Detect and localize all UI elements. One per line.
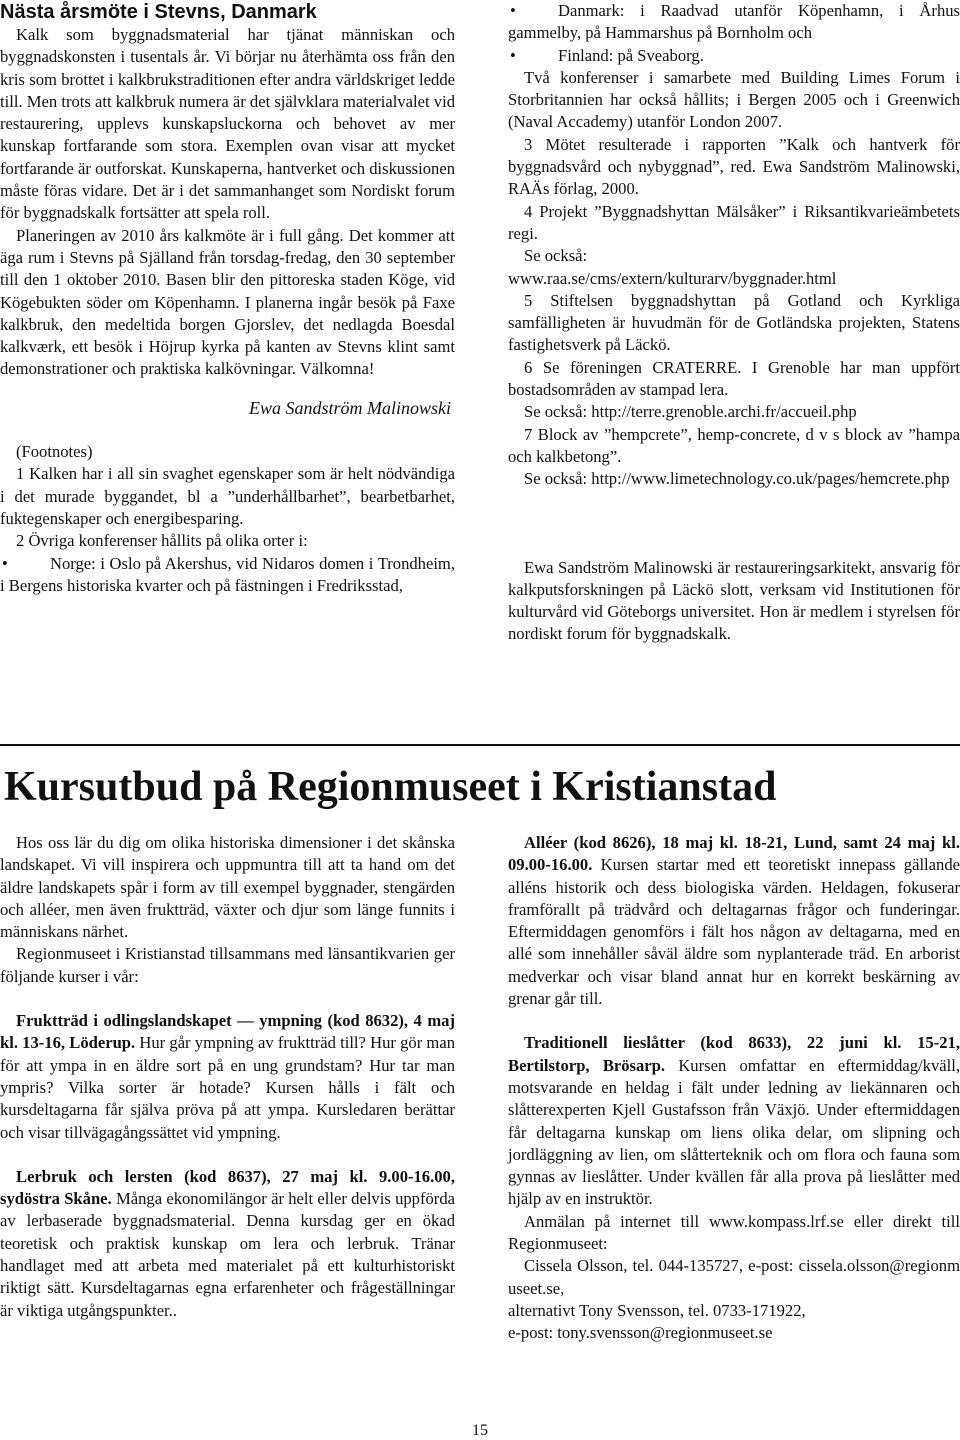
intro-paragraph: Hos oss lär du dig om olika historiska dimensioner i det skånska landskapet. Vi vill inspirera och uppmuntra till att ta hand om det äldre landskapets spår i form av till exempel byggnader, stengärden och alléer, men även fruktträd, växter och djur som länge funnits i människans närhet.: [0, 833, 455, 942]
course-entry-fruit-trees: [0, 1010, 455, 1144]
intro-paragraph: Regionmuseet i Kristianstad tillsammans med länsantikvarien ger följande kurser i vår:: [0, 944, 455, 986]
course-description: Hur går ympning av fruktträd till? Hur gör man för att ympa in en äldre sort på en ung grundstam? Hur tar man ympris? Vilka sorter är hotade? Kursen hålls i fält och kursdeltagarna får själva pröva på att ympa. Kursledaren berättar och visar tillvägagångssättet vid ympning.: [0, 1033, 455, 1142]
bullet-icon: •: [2, 553, 8, 573]
course-title: Fruktträd i odlingslandskapet — ympning (kod 8632), 4 maj kl. 13-16, Löderup.: [0, 1011, 455, 1053]
footnote-1: 1 Kalken har i all sin svaghet egenskaper som är helt nödvändiga i det murade byggandet, bl a ”underhållbarhet”, bearbetbarhet, fuktegenskaper och energibesparing.: [0, 464, 455, 528]
courses-column-left: [0, 832, 455, 1322]
signup-info: Anmälan på internet till www.kompass.lrf.se eller direkt till Regionmuseet:: [508, 1211, 960, 1254]
footnote-7: 7 Block av ”hempcrete”, hemp-concrete, d v s block av ”hampa och kalkbetong”.: [508, 424, 960, 466]
article-column-left: [0, 0, 455, 597]
see-also-label: Se också:: [524, 246, 588, 266]
article-title: Nästa årsmöte i Stevns, Danmark: [0, 1, 317, 23]
course-description: Många ekonomilängor är helt eller delvis uppförda av lerbaserade byggnadsmaterial. Denna kursdag ger en ökad teoretisk och praktisk kunskap om lera och lerbruk. Tränar handlaget med att arbeta med materialet på ett kulturhistoriskt riktigt sätt. Kursdeltagarnas egna erfarenheter och frågeställningar är viktiga utgångspunkter..: [0, 1189, 455, 1320]
article-column-right: [508, 0, 960, 646]
contact-tony: alternativt Tony Svensson, tel. 0733-171922,: [508, 1300, 806, 1320]
contact-cissela: Cissela Olsson, tel. 044-135727, e-post: cissela.olsson@regionmuseet.se,: [508, 1256, 960, 1298]
footnote-4-url: www.raa.se/cms/extern/kulturarv/byggnader.html: [508, 268, 837, 288]
course-title: Lerbruk och lersten (kod 8637), 27 maj kl. 9.00-16.00, sydöstra Skåne.: [0, 1166, 455, 1209]
footnote-2-bullet-denmark: [508, 0, 960, 45]
footnote-2: 2 Övriga konferenser hållits på olika orter i:: [16, 531, 308, 551]
page-number: 15: [472, 1422, 488, 1439]
bullet-text: Finland: på Sveaborg.: [558, 45, 704, 65]
article-paragraph: Planeringen av 2010 års kalkmöte är i full gång. Det kommer att äga rum i Stevns på Själland från torsdag-fredag, den 30 september till den 1 oktober 2010. Basen blir den pittoreska staden Köge, vid Kögebukten söder om Köpenhamn. I planerna ingår besök på Faxe kalkbruk, den medeltida borgen Gjorslev, det nedlagda Boesdal kalkværk, ett besök i Höjrup kyrka på kanten av Stevns klint samt demonstrationer och praktiska kalkövningar. Välkomna!: [0, 225, 455, 379]
course-entry-scythe: [508, 1032, 960, 1210]
bullet-icon: •: [510, 45, 516, 65]
footnote-4: 4 Projekt ”Byggnadshyttan Mälsåker” i Riksantikvarieämbetets regi.: [508, 201, 960, 243]
footnote-2-bullet-norway: [0, 553, 455, 598]
bullet-text: Danmark: i Raadvad utanför Köpenhamn, i Århus gammelby, på Hammarshus på Bornholm och: [508, 1, 960, 43]
footnote-paragraph: Två konferenser i samarbete med Building Limes Forum i Storbritannien har också hållits; i Bergen 2005 och i Greenwich (Naval Accademy) utanför London 2007.: [508, 67, 960, 132]
course-title: Traditionell lieslåtter (kod 8633), 22 juni kl. 15-21, Bertilstorp, Brösarp.: [508, 1033, 960, 1075]
section-headline: Kursutbud på Regionmuseet i Kristianstad: [4, 764, 777, 810]
contact-tony-email: e-post: tony.svensson@regionmuseet.se: [508, 1323, 773, 1343]
author-bio: Ewa Sandström Malinowski är restaureringsarkitekt, ansvarig för kalkputsforskningen på Läckö slott, verksam vid Institutionen för kulturvård vid Göteborgs universitet. Hon är medlem i styrelsen för nordiskt forum för byggnadskalk.: [508, 557, 960, 644]
footnote-6-url: Se också: http://terre.grenoble.archi.fr/accueil.php: [524, 402, 857, 422]
course-description: Kursen omfattar en eftermiddag/kväll, motsvarande en heldag i fält under ledning av liekännaren och slåtterexperten Kjell Gustafsson från Växjö. Under eftermiddagen får deltagarna kunskap om liens olika delar, om slipning och jordläggning av lien, om slåtterteknik och om flora och fauna som gynnas av lieslåtter. Under kvällen får alla prova på lieslåtter med hjälp av en instruktör.: [508, 1055, 960, 1209]
course-entry-clay: [0, 1166, 455, 1322]
footnotes-label: (Footnotes): [16, 442, 93, 462]
section-divider: [0, 744, 960, 746]
bullet-icon: •: [510, 1, 516, 20]
courses-column-right: [508, 832, 960, 1345]
bullet-text: Norge: i Oslo på Akershus, vid Nidaros domen i Trondheim, i Bergens historiska kvarter och på fästningen i Fredriksstad,: [0, 553, 455, 595]
footnote-6: 6 Se föreningen CRATERRE. I Grenoble har man uppfört bostadsområden av stampad lera.: [508, 357, 960, 400]
course-description: Kursen startar med ett teoretiskt innepass gällande alléns historik och dess biologiska värden. Heldagen, fokuserar framförallt på trädvård och deltagarnas frågor och funderingar. Eftermiddagen genomförs i fält hos någon av deltagarna, med en allé som innehåller såväl äldre som nyplanterade träd. En arborist medverkar och visar bland annat hur en korrekt beskärning av grenar går till.: [508, 855, 960, 1009]
course-entry-avenues: [508, 832, 960, 1010]
footnote-2-bullet-finland: [508, 45, 960, 67]
article-paragraph: Kalk som byggnadsmaterial har tjänat människan och byggnadskonsten i tusentals år. Vi börjar nu återhämta oss från den kris som brottet i kalkbrukstraditionen efter andra världskriget ledde till. Men trots att kalkbruk numera är det självklara materialvalet vid restaurering, upplevs kunskapsluckorna och behovet av mer kunskap fortfarande som stora. Exemplen ovan visar att mycket fortfarande är outforskat. Kunskaperna, hantverket och diskussionen måste föras vidare. Det är i det sammanhanget som Nordiskt forum för byggnadskalk fortsätter att spela roll.: [0, 25, 455, 223]
footnote-3: 3 Mötet resulterade i rapporten ”Kalk och hantverk för byggnadsvård och nybyggnad”, red. Ewa Sandström Malinowski, RAÄs förlag, 2000.: [508, 134, 960, 199]
footnote-7-url: Se också: http://www.limetechnology.co.uk/pages/hemcrete.php: [524, 469, 950, 489]
author-signature: Ewa Sandström Malinowski: [248, 397, 451, 418]
footnote-5: 5 Stiftelsen byggnadshyttan på Gotland och Kyrkliga samfälligheten är huvudmän för de Gotländska projekten, Statens fastighetsverk på Läckö.: [508, 290, 960, 355]
course-title: Alléer (kod 8626), 18 maj kl. 18-21, Lund, samt 24 maj kl. 09.00-16.00.: [508, 833, 960, 875]
